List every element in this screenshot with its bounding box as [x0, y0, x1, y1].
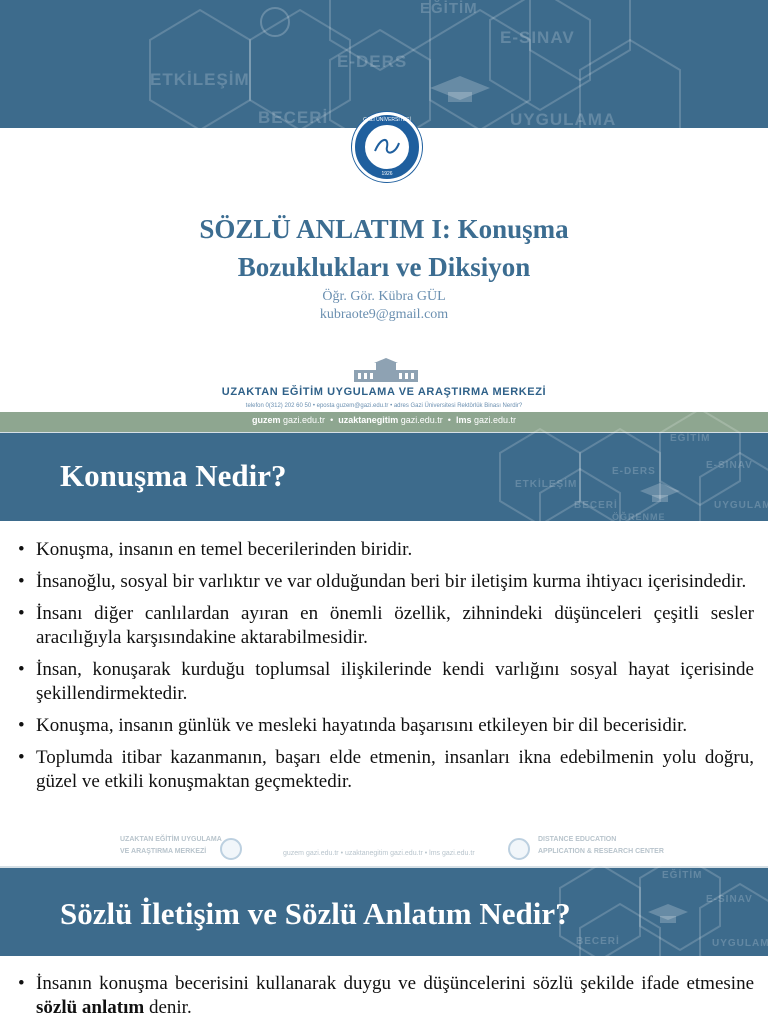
logo-signature-mark: [365, 125, 409, 169]
presentation-title: [0, 210, 768, 286]
banner-word-egitim: EĞİTİM: [662, 870, 703, 881]
banner-word-beceri: BECERİ: [258, 108, 329, 127]
banner-word-e-sinav: E-SINAV: [706, 894, 753, 905]
banner-word-uygulama: UYGULAMA: [510, 110, 617, 129]
banner-word-e-sinav: E-SINAV: [500, 28, 575, 47]
banner-word-uygulama: UYGULAMA: [712, 938, 778, 949]
contact-info: telefon 0(312) 202 60 50 • eposta guzem@gazi.edu.tr • adres Gazi Üniversitesi Rektörlük Binası Nerdir?: [245, 403, 523, 409]
banner-word-beceri: BECERİ: [576, 936, 620, 947]
footer-center-links: guzem gazi.edu.tr • uzaktanegitim gazi.edu.tr • lms gazi.edu.tr: [283, 850, 475, 857]
bullet-text-end: denir.: [144, 997, 192, 1018]
bullet-item: • Toplumda itibar kazanmanın, başarı elde etmenin, insanları ikna edebilmenin yolu doğru, güzel ve etkili konuşmaktan geçmektedir.: [18, 746, 754, 794]
banner-word-etkilesim: ETKİLEŞİM: [515, 479, 578, 490]
banner-word-uygulama: UYGULAMA: [714, 500, 780, 511]
logo-year: 1926: [381, 171, 393, 177]
banner-word-ogrenme: ÖĞRENME: [612, 512, 666, 522]
title-line-2: Bozuklukları ve Diksiyon: [237, 252, 531, 282]
bullet-item: • İnsan, konuşarak kurduğu toplumsal ilişkilerinde kendi varlığını sosyal hayat içerisinde şekillendirmektedir.: [18, 658, 754, 706]
footer-right-line2: APPLICATION & RESEARCH CENTER: [538, 848, 664, 855]
link-uzaktanegitim-label[interactable]: uzaktanegitim: [338, 415, 399, 425]
banner-word-e-ders: E-DERS: [337, 52, 408, 71]
footer-left-line2: VE ARAŞTIRMA MERKEZİ: [120, 848, 207, 855]
link-uzaktanegitim-domain[interactable]: gazi.edu.tr: [400, 415, 443, 425]
building-icon: [350, 358, 422, 384]
university-logo-icon: [220, 838, 242, 860]
bullet-item: • İnsanı diğer canlılardan ayıran en önemli özellik, zihnindeki düşünceleri çeşitli sesler aracılığıyla karşısındakine aktarabilmesidir.: [18, 602, 754, 650]
slide2-faint-footer: [0, 834, 768, 862]
slide2-bullet-list: [18, 538, 754, 802]
link-guzem-label[interactable]: guzem: [252, 415, 281, 425]
author-email[interactable]: kubraote9@gmail.com: [319, 307, 449, 322]
slide2-heading: Konuşma Nedir?: [60, 458, 287, 493]
link-lms-label[interactable]: lms: [455, 415, 472, 425]
university-logo-icon: [508, 838, 530, 860]
bullet-item: • Konuşma, insanın en temel becerilerinden biridir.: [18, 538, 754, 562]
title-line-1: SÖZLÜ ANLATIM I: Konuşma: [199, 214, 569, 244]
footer-left-line1: UZAKTAN EĞİTİM UYGULAMA: [120, 836, 222, 843]
bullet-text-start: İnsanın konuşma becerisini kullanarak duygu ve düşüncelerini sözlü şekilde ifade etmesine: [36, 973, 754, 994]
link-bar: guzem gazi.edu.tr • uzaktanegitim gazi.edu.tr • lms gazi.edu.tr: [0, 412, 768, 432]
banner-word-e-sinav: E-SINAV: [706, 460, 753, 471]
graduation-cap-icon: [648, 904, 688, 923]
banner-word-egitim: EĞİTİM: [420, 0, 478, 17]
slide3-bullet-list: [18, 972, 754, 1028]
slide3-heading: Sözlü İletişim ve Sözlü Anlatım Nedir?: [60, 896, 571, 931]
slide3-banner: [0, 868, 778, 956]
link-guzem-domain[interactable]: gazi.edu.tr: [283, 415, 326, 425]
logo-emblem: [363, 123, 411, 171]
center-brand-name: UZAKTAN EĞİTİM UYGULAMA VE ARAŞTIRMA MERKEZİ: [221, 386, 547, 398]
slide2-banner: [0, 433, 780, 522]
university-logo: [352, 112, 422, 182]
footer-right-line1: DISTANCE EDUCATION: [538, 836, 617, 843]
bullet-bold-term: sözlü anlatım: [36, 997, 145, 1018]
bullet-item: • Konuşma, insanın günlük ve mesleki hayatında başarısını etkileyen bir dil becerisidir.: [18, 714, 754, 738]
graduation-cap-icon: [640, 483, 680, 502]
title-slide-banner: [0, 0, 768, 128]
banner-word-e-ders: E-DERS: [612, 466, 656, 477]
graduation-cap-icon: [430, 76, 490, 102]
banner-word-beceri: BECERİ: [574, 500, 618, 511]
bullet-item: [18, 972, 754, 1020]
bullet-item: • İnsanoğlu, sosyal bir varlıktır ve var olduğundan beri bir iletişim kurma ihtiyacı içerisindedir.: [18, 570, 754, 594]
link-lms-domain[interactable]: gazi.edu.tr: [473, 415, 516, 425]
author-name: Öğr. Gör. Kübra GÜL: [322, 289, 446, 304]
banner-word-etkilesim: ETKİLEŞİM: [150, 70, 250, 89]
logo-university-name: GAZİ ÜNİVERSİTESİ: [363, 117, 411, 123]
lightbulb-icon: [261, 8, 289, 36]
banner-word-egitim: EĞİTİM: [670, 433, 711, 444]
